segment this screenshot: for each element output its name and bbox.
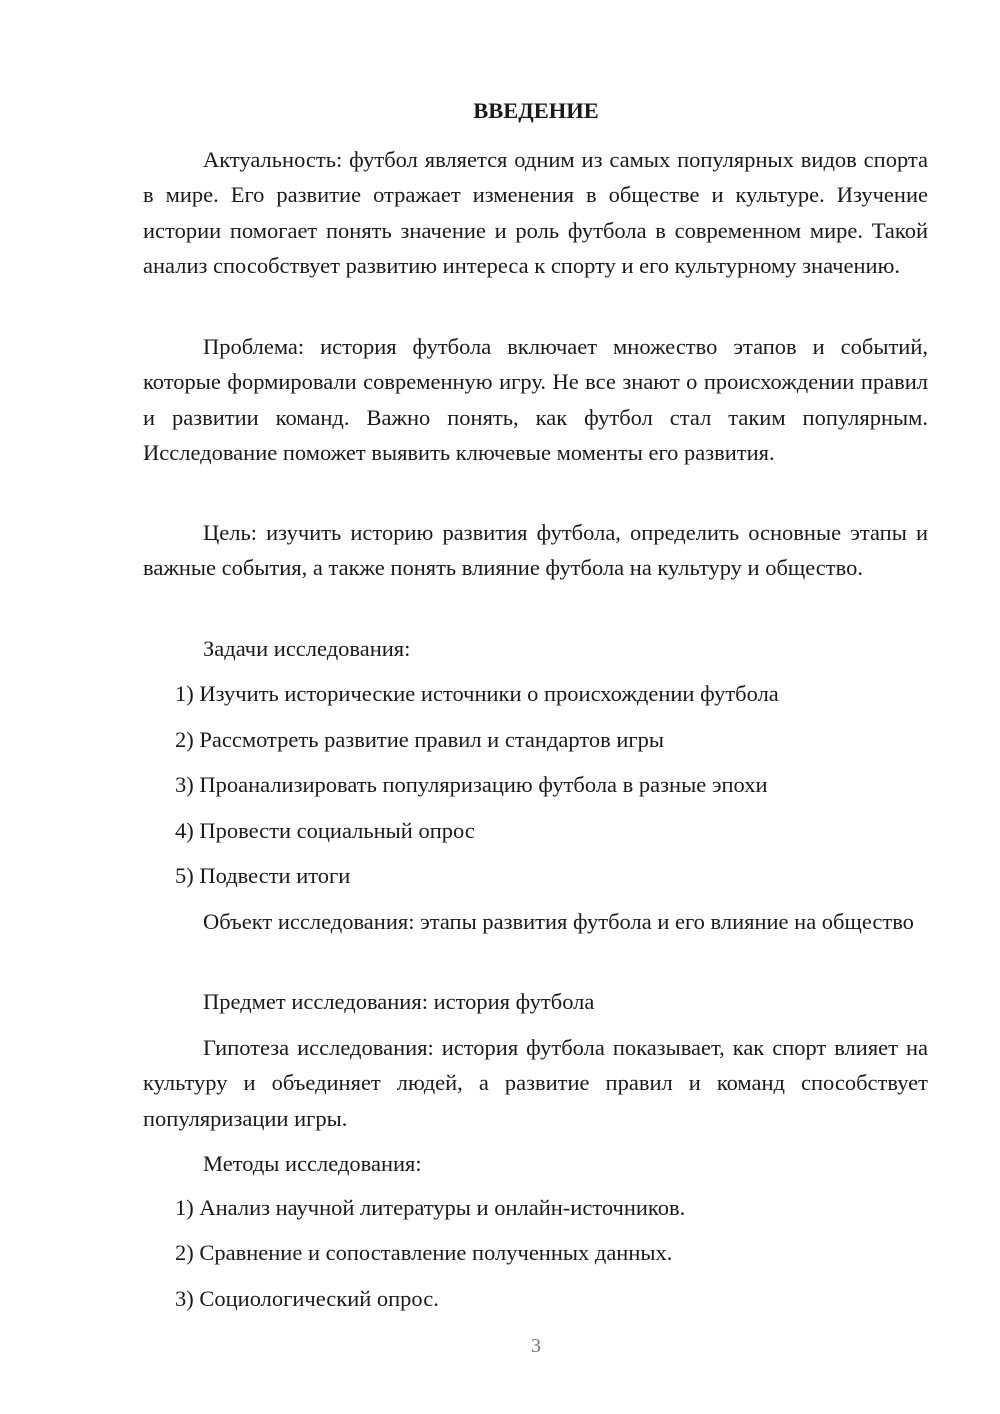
task-item: 5) Подвести итоги (175, 863, 351, 888)
page-number: 3 (531, 1335, 541, 1357)
section-title: ВВЕДЕНИЕ (473, 98, 599, 123)
task-item: 3) Проанализировать популяризацию футбола в разные эпохи (175, 772, 768, 797)
method-item: 1) Анализ научной литературы и онлайн-источников. (175, 1195, 686, 1220)
task-item: 2) Рассмотреть развитие правил и стандартов игры (175, 727, 665, 752)
task-item: 4) Провести социальный опрос (175, 818, 475, 843)
object-paragraph: Объект исследования: этапы развития футбола и его влияние на общество (203, 909, 914, 934)
goal-paragraph: Цель: изучить историю развития футбола, определить основные этапы и важные события, а также понять влияние футбола на культуру и общество. (143, 520, 928, 581)
subject-paragraph: Предмет исследования: история футбола (203, 989, 595, 1014)
method-item: 2) Сравнение и сопоставление полученных данных. (175, 1240, 673, 1265)
actuality-paragraph: Актуальность: футбол является одним из самых популярных видов спорта в мире. Его развитие отражает изменения в обществе и культуре. Изучение истории помогает понять значение и роль футбола в современном мире. Такой анализ способствует развитию интереса к спорту и его культурному значению. (143, 147, 928, 278)
task-item: 1) Изучить исторические источники о происхождении футбола (175, 681, 779, 706)
hypothesis-paragraph: Гипотеза исследования: история футбола показывает, как спорт влияет на культуру и объединяет людей, а развитие правил и команд способствует популяризации игры. (143, 1035, 928, 1131)
problem-paragraph: Проблема: история футбола включает множество этапов и событий, которые формировали современную игру. Не все знают о происхождении правил и развитии команд. Важно понять, как футбол стал таким популярным. Исследование поможет выявить ключевые моменты его развития. (143, 334, 928, 465)
tasks-heading: Задачи исследования: (203, 636, 411, 661)
method-item: 3) Социологический опрос. (175, 1286, 439, 1311)
methods-heading: Методы исследования: (203, 1151, 422, 1176)
